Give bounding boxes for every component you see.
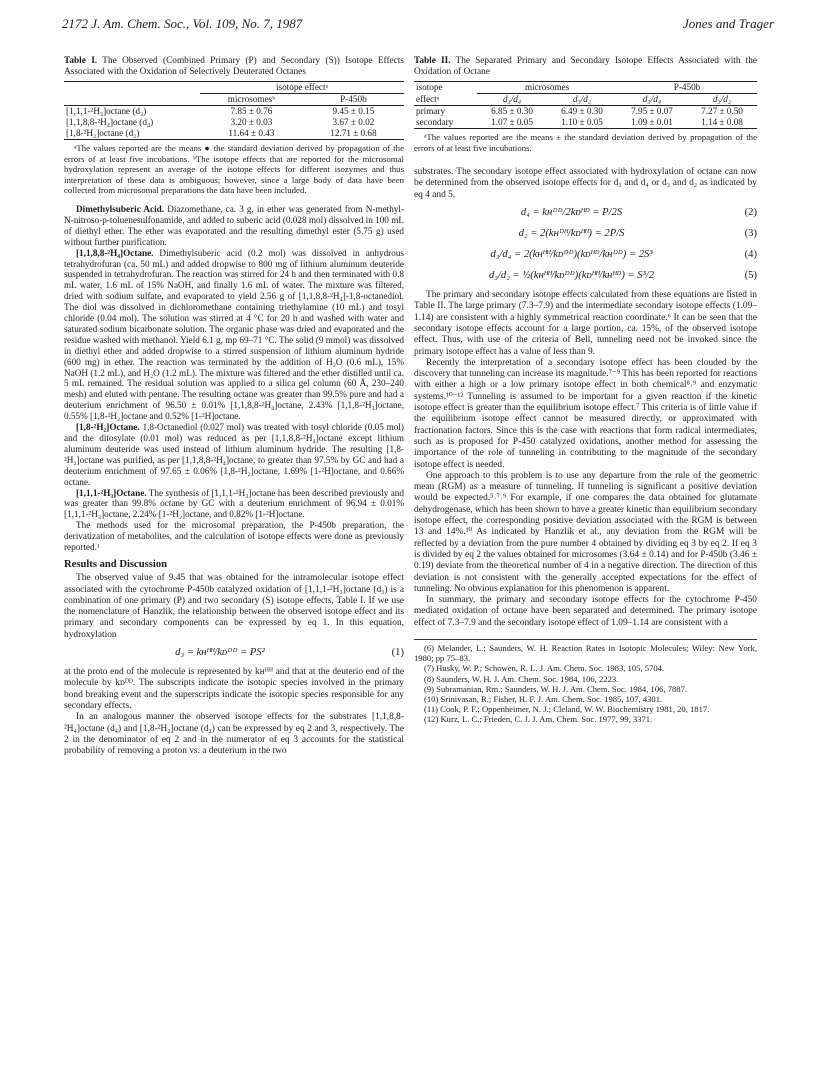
equation-5 [414,269,757,285]
equation-number: (4) [744,249,757,261]
table1-cell: 3.67 ± 0.02 [332,117,375,127]
equation-expression: d₃ = kʜᴴᴴ/kᴅᴰᴰ = PS² [175,647,265,659]
table2-cell: 6.49 ± 0.30 [561,106,603,116]
table2-label: Table II. [414,56,451,66]
equation-number: (2) [744,207,757,219]
equation-4 [414,248,757,264]
table2-cell: 1.07 ± 0.05 [491,117,533,127]
equation-expression: d₃/d₄ = 2(kʜᴴᴴ/kᴅᴰᴰ)(kᴅᴴᴰ/kʜᴰᴰ) = 2S³ [490,249,653,261]
table2-cell: 7.27 ± 0.50 [701,106,743,116]
paragraph-body: 1,8-Octanediol (0.027 mol) was treated with tosyl chloride (0.05 mol) and the ditosylate (0.01 mol) was reduced as per [1,1,8,8-²H₄]octane except lithium aluminum deuteride was used instead of lithium aluminum hydride. The resulting [1,8-²H₂]octane was purified, as per [1,1,8,8-²H₄]octane, to greater than 97.5% by GC and had a deuterium enrichment of 97.65 ± 0.06% [1,8-²H₂]octane, 1.69% [1-²H]octane, and 0.66% octane. [64,422,404,487]
reference-item: (7) Husky, W. P.; Schowen, R. L. J. Am. Chem. Soc. 1983, 105, 5704. [424,663,665,674]
paragraph-body: The methods used for the microsomal preparation, the P-450b preparation, the derivatization of metabolites, and the calculation of isotope effects were done as previously reported.¹ [64,520,404,553]
body-paragraph: In summary, the primary and secondary isotope effects for the cytochrome P-450 mediated oxidation of octane have been separated and determined. The primary isotope effect of 7.3–7.9 and the secondary isotope effect of 1.09–1.14 are consistent with a [414,595,757,628]
experimental-paragraph [64,488,404,521]
body-paragraph: at the proto end of the molecule is represented by kʜᴴᴴ and that at the deuterio end of the molecule by kᴅᴰᴰ. The subscripts indicate the isotopic species involved in the primary bond breaking event and the superscripts indicate the isotopic species responsible for any secondary effects. [64,667,404,711]
table1-cell: 3.20 ± 0.03 [230,117,273,127]
table1-cell: 12.71 ± 0.68 [330,128,377,138]
right-column [414,56,757,725]
equation-expression: d₂ = 2(kʜᴰᴴ/kᴅᴴᴴ) = 2P/S [518,228,625,240]
table2-stub-header: effectᵃ [416,93,440,104]
table2-title: The Separated Primary and Secondary Isotope Effects Associated with the Oxidation of Octane [414,56,758,77]
equation-3 [414,227,757,243]
body-paragraph: The primary and secondary isotope effects calculated from these equations are listed in Table II. The large primary (7.3–7.9) and the intermediate secondary isotope effects (1.09–1.14) are consistent with a highly symmetrical reaction coordinate.⁶ It can be seen that the secondary isotope effects account for a large portion, ca. 15%, of the observed isotope effect. Thus, with use of the criteria of Bell, tunneling need not be invoked since the primary isotope effect has a value of less than 9. [414,290,757,357]
paragraph-lead: [1,1,1-²H₃]Octane. [76,487,147,498]
table2-row-label: secondary [416,117,454,127]
table1-caption [64,56,404,78]
equation-expression: d₃/d₂ = ½(kʜᴴᴴ/kᴅᴰᴰ)(kᴅᴴᴴ/kʜᴴᴰ) = S³/2 [488,270,654,282]
table1 [64,81,404,140]
paragraph-body: Diazomethane, ca. 3 g, in ether was generated from N-methyl-N-nitroso-p-toluenesulfonamide, and added to suberic acid (0.028 mol) dissolved in 100 mL of diethyl ether. The ether was evaporated and the resulting dimethyl ester (5.75 g) used without further purification. [64,203,405,247]
running-header [62,16,774,34]
table2-cell: 6.85 ± 0.30 [491,106,533,116]
table2-footnote: ᵃThe values reported are the means ± the standard deviation derived by propagation of the errors of at least five incubations. [414,132,757,153]
table1-label: Table I. [64,56,98,66]
paragraph-body: Dimethylsuberic acid (0.2 mol) was dissolved in anhydrous tetrahydrofuran (ca. 50 mL) and added dropwise to 800 mg of lithium aluminum deuteride suspended in tetrahydrofuran. The reaction was stirred for 24 h and then terminated with 0.8 mL water, 1.6 mL of 15% NaOH, and finally 1.6 mL of water. The mixture was filtered, dried with sodium sulfate, and evaporated to yield 2.56 g of [1,1,8,8-²H₄]-1,8-octanediol. The diol was dissolved in dichloromethane containing triethylamine (10 mL) and tosyl chloride (0.04 mol). The solution was stirred at 4 °C for 20 h and washed with water and saturated sodium bicarbonate solution. The organic phase was dried and evaporated and the residue washed with methanol. Yield 6.1 g, mp 69–71 °C. The solid (9 mmol) was dissolved in diethyl ether and added dropwise to a stirred suspension of lithium aluminum hydride (600 mg) in ether. The reaction was terminated by the addition of H₂O (0.6 mL), 15% NaOH (1.2 mL), and H₂O (1.2 mL). The mixture was filtered and the ether distilled until ca. 5 mL remained. The residual solution was applied to a silica gel column (60 Å, 230–240 mesh) and eluted with pentane. The resulting octane was greater than 99.5% pure and had a deuterium enrichment of 96.50 ± 0.01% [1,1,8,8-²H₄]octane, 2.43% [1,1,8-²H₃]octane, 0.55% [1,8-²H₂]octane and 0.52% [1-²H]octane. [64,247,404,422]
table-row [414,117,757,129]
table1-group-header: isotope effectᵃ [200,82,404,94]
table2-stub-header: isotope [416,82,443,93]
equation-1 [64,646,404,662]
table-row [64,117,404,128]
table2-cell: 1.09 ± 0.01 [631,117,673,127]
table2-subcol: d₃/d₄ [502,94,522,104]
table2-caption [414,56,757,78]
table2 [414,81,757,129]
table-row [414,106,757,118]
table-row [64,106,404,118]
reference-item: (12) Kurz, L. C.; Frieden, C. J. J. Am. Chem. Soc. 1977, 99, 3371. [424,714,653,725]
equation-2 [414,206,757,222]
paragraph-lead: [1,8-²H₂]Octane. [76,422,140,433]
section-heading: Results and Discussion [64,558,168,570]
header-journal-citation: 2172 J. Am. Chem. Soc., Vol. 109, No. 7, 1987 [62,16,303,31]
reference-list [414,639,757,725]
table1-footnote: ᵃThe values reported are the means ● the standard deviation derived by propagation of the errors of at least five incubations. ᵇThe isotope effects that are reported for the microsomal hydroxylation represent an average of the isotope effects for different isozymes and thus interpretation of these data is ambiguous; however, since a large body of data have been collected from microsomal preparations the data have been included. [64,143,404,196]
table1-cell: 7.85 ± 0.76 [230,106,273,116]
body-paragraph: The observed value of 9.45 that was obtained for the intramolecular isotope effect associated with the cytochrome P-450b catalyzed oxidation of [1,1,1-²H₃]octane (d₃) is a combination of one primary (P) and two secondary (S) isotope effects, Table I. If we use the nomenclature of Hanzlik, the relationship between the observed isotope effect and its primary and secondary components can be expressed by eq 1. In this equation, hydroxylation [64,573,404,640]
table1-title: The Observed (Combined Primary (P) and Secondary (S)) Isotope Effects Associated with the Oxidation of Selectively Deuterated Octanes [64,56,404,77]
table2-cell: 1.10 ± 0.05 [561,117,603,127]
left-column [64,56,404,757]
reference-item: (9) Subramanian, Rm.; Saunders, W. H. J. Am. Chem. Soc. 1984, 106, 7887. [424,683,688,694]
table2-subcol: d₃/d₂ [572,94,592,104]
table2-subcol: d₃/d₄ [642,94,662,104]
header-authors: Jones and Trager [683,16,774,31]
table2-cell: 7.95 ± 0.07 [631,106,673,116]
experimental-paragraph [64,248,404,423]
experimental-paragraph [64,204,404,248]
experimental-paragraph [64,422,404,487]
paragraph-body: The synthesis of [1,1,1-²H₃]octane has been described previously and was greater than 99.8% octane by GC with a deuterium enrichment of 96.94 ± 0.01% [1,1,1-²H₃]octane, 2.24% [1-²H₂]octane, and 0.82% [1-²H]octane. [64,487,404,520]
table2-subcol: d₃/d₂ [712,94,732,104]
reference-item: (8) Saunders, W. H. J. Am. Chem. Soc. 1984, 106, 2223. [424,673,619,684]
table1-compound: [1,1,1-²H₃]octane (d₃) [66,106,147,116]
body-paragraph: Recently the interpretation of a secondary isotope effect has been clouded by the discovery that tunneling can increase its magnitude.⁷⁻⁹ This has been reported for reactions with either a high or a low primary isotope effect in both chemical⁸˒⁹ and enzymatic systems.¹⁰⁻¹² Tunneling is assumed to be important for a given reaction if the kinetic isotope effect is greater than the equilibrium isotope effect.⁷ This criteria is of little value if the equilibrium isotope effect cannot be measured directly, or approximated with fractionation factors. Since this is the case with reactions that form radical intermediates, such as is proposed for P-450 catalyzed oxidations, another method for assessing the importance of the role of tunneling in contributing to the magnitude of the secondary isotope effect is needed. [414,357,757,470]
table2-group-microsomes: microsomes [477,82,617,94]
table1-compound: [1,1,8,8-²H₄]octane (d₄) [66,117,154,127]
table1-cell: 9.45 ± 0.15 [332,106,375,116]
paragraph-lead: [1,1,8,8-²H₄]Octane. [76,247,154,258]
body-paragraph: In an analogous manner the observed isotope effects for the substrates [1,1,8,8-²H₄]octane (d₄) and [1,8-²H₂]octane (d₂) can be expressed by eq 2 and 3, respectively. The 2 in the denominator of eq 2 and in the numerator of eq 3 accounts for the statistical probability of removing a proton vs. a deuterium in the two [64,712,404,757]
table2-row-label: primary [416,106,446,116]
equation-number: (1) [391,647,404,659]
experimental-paragraph [64,520,404,553]
table2-group-p450b: P-450b [617,82,757,94]
body-paragraph: One approach to this problem is to use any departure from the rule of the geometric mean (RGM) as a measure of tunneling. If tunneling is significant a positive deviation would be expected.⁵˒⁷˒⁹ For example, if one compares the data obtained for glutamate dehydrogenase, which has been shown to have a greater kinetic than equilibrium secondary isotope effect, the corresponding positive deviation associated with the RGM is between 13 and 14%.¹⁰ As indicated by Hanzlik et al., any deviation from the RGM will be reflected by a deviation from the pure number 4 obtained by dividing eq 3 by eq 2. If eq 3 is divided by eq 2 the values obtained for microsomes (3.64 ± 0.14) and for P-450b (3.46 ± 0.19) deviate from the theoretical number of 4 in a negative direction. The direction of this deviation is not consistent with the generally accepted expectations for the effect of tunneling. No obvious explanation for this phenomenon is apparent. [414,470,757,594]
table2-cell: 1.14 ± 0.08 [701,117,743,127]
paragraph-lead: Dimethylsuberic Acid. [76,203,165,214]
reference-item: (11) Cook, P. F.; Oppenheimer, N. J.; Cleland, W. W. Biochemistry 1981, 20, 1817. [424,704,710,715]
equation-number: (5) [744,270,757,282]
table1-compound: [1,8-²H₂]octane (d₂) [66,128,140,138]
table1-cell: 11.64 ± 0.43 [228,128,275,138]
table1-col-p450b: P-450b [340,94,367,104]
table1-col-microsomes: microsomesᵇ [227,94,276,104]
equation-expression: d₄ = kʜᴰᴰ/2kᴅᴴᴰ = P/2S [520,207,623,219]
equation-number: (3) [744,228,757,240]
reference-item: (6) Melander, L.; Saunders, W. H. Reaction Rates in Isotopic Molecules; Wiley: New York, 1980; pp 75–83. [414,642,757,664]
body-paragraph: substrates. The secondary isotope effect associated with hydroxylation of octane can now be determined from the observed isotope effects for d₃ and d₄ or d₃ and d₂ as indicated by eq 4 and 5. [414,167,757,200]
table-row [64,128,404,140]
reference-item: (10) Srinivasan, R.; Fisher, H. F. J. Am. Chem. Soc. 1985, 107, 4301. [424,694,663,704]
